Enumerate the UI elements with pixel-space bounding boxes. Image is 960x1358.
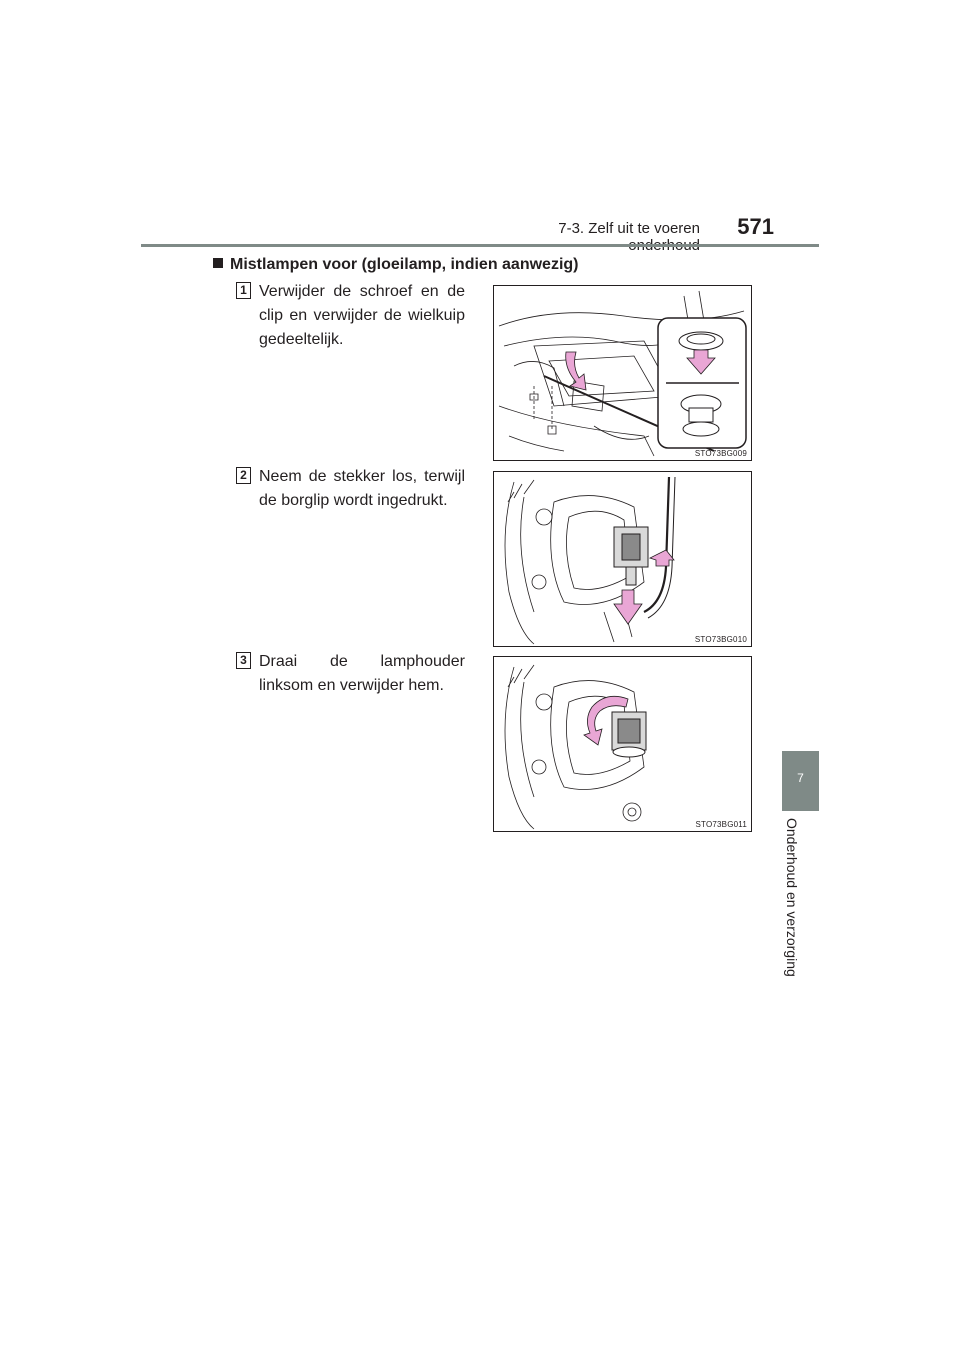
figure-step-3 <box>493 656 752 832</box>
figure-step-1 <box>493 285 752 461</box>
step-text-3: Draai de lamphouder linksom en verwijder hem. <box>259 653 465 694</box>
lamp-holder <box>612 712 646 757</box>
running-header: 7-3. Zelf uit te voeren <box>558 220 700 237</box>
figure-code-3: STO73BG011 <box>695 820 747 829</box>
header-divider <box>141 244 819 247</box>
step-text-2: Neem de stekker los, terwijl de borglip wordt ingedrukt. <box>259 468 465 509</box>
chapter-tab: 7 <box>782 751 819 811</box>
step-number-3: 3 <box>236 652 251 669</box>
arrow-left-pink-icon <box>650 550 674 566</box>
arrow-down-pink-icon <box>566 352 586 390</box>
step-text-1: Verwijder de schroef en de clip en verwijder de wielkuip gedeeltelijk. <box>259 283 465 348</box>
section-heading <box>213 256 579 274</box>
square-bullet-icon <box>213 258 223 268</box>
step-number-1: 1 <box>236 282 251 299</box>
figure-step-2 <box>493 471 752 647</box>
arrow-down-pink-icon <box>614 590 642 624</box>
chapter-side-label <box>782 818 819 998</box>
connector-illustration <box>494 472 751 646</box>
step-number-2: 2 <box>236 467 251 484</box>
figure-code-2: STO73BG010 <box>694 635 747 644</box>
wheel-well-illustration <box>494 286 751 460</box>
lamp-holder-illustration <box>494 657 751 831</box>
page-number: 571 <box>737 214 774 239</box>
chapter-title: Onderhoud en verzorging <box>784 818 800 977</box>
figure-code-1: STO73BG009 <box>694 449 747 458</box>
section-heading-text: Mistlampen voor (gloeilamp, indien aanwezig) <box>230 256 579 273</box>
